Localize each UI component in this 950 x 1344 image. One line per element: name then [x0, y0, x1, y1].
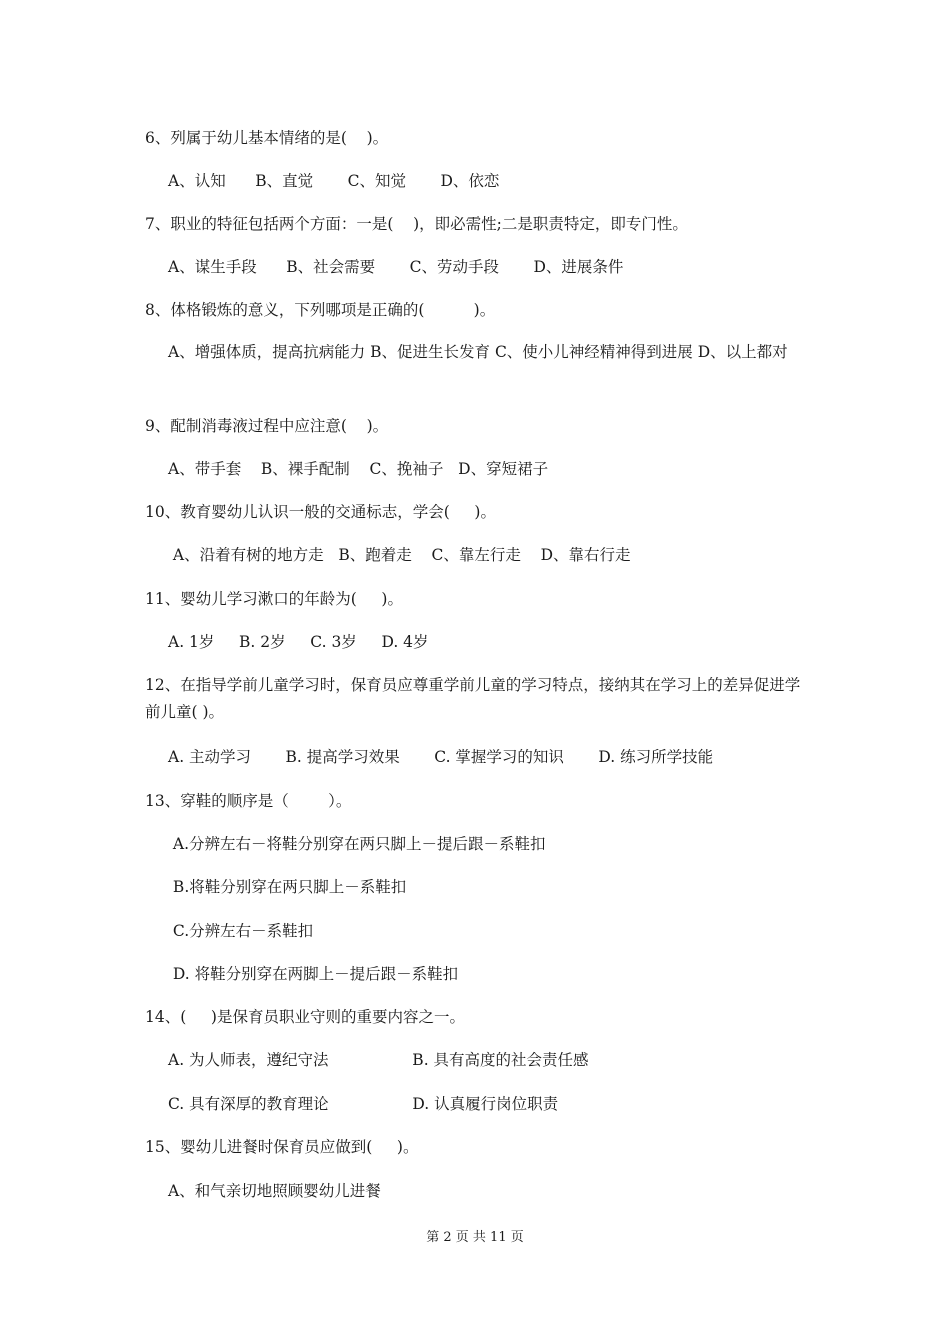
- question-15: 15、婴幼儿进餐时保育员应做到( )。: [145, 1138, 419, 1156]
- option-14-row-2: C. 具有深厚的教育理论 D. 认真履行岗位职责: [168, 1095, 559, 1113]
- options-12: A. 主动学习 B. 提高学习效果 C. 掌握学习的知识 D. 练习所学技能: [168, 748, 714, 766]
- option-13-d: D. 将鞋分别穿在两脚上－提后跟－系鞋扣: [168, 965, 459, 983]
- question-9: 9、配制消毒液过程中应注意( )。: [145, 417, 389, 435]
- question-8: 8、体格锻炼的意义，下列哪项是正确的( )。: [145, 301, 496, 319]
- page-number-footer: 第 2 页 共 11 页: [426, 1230, 524, 1245]
- option-13-b: B.将鞋分别穿在两只脚上－系鞋扣: [168, 878, 407, 896]
- options-10: A、沿着有树的地方走 B、跑着走 C、靠左行走 D、靠右行走: [168, 546, 631, 564]
- option-14-row-1: A. 为人师表，遵纪守法 B. 具有高度的社会责任感: [168, 1051, 589, 1069]
- question-13: 13、穿鞋的顺序是（ ）。: [145, 792, 352, 810]
- options-8: A、增强体质，提高抗病能力 B、促进生长发育 C、使小儿神经精神得到进展 D、以上都对: [168, 343, 788, 361]
- question-14: 14、( )是保育员职业守则的重要内容之一。: [145, 1008, 465, 1026]
- question-6: 6、列属于幼儿基本情绪的是( )。: [145, 129, 389, 147]
- option-15-a: A、和气亲切地照顾婴幼儿进餐: [168, 1182, 381, 1200]
- option-13-c: C.分辨左右－系鞋扣: [168, 922, 314, 940]
- options-11: A. 1岁 B. 2岁 C. 3岁 D. 4岁: [168, 633, 429, 651]
- question-10: 10、教育婴幼儿认识一般的交通标志，学会( )。: [145, 503, 496, 521]
- option-13-a: A.分辨左右－将鞋分别穿在两只脚上－提后跟－系鞋扣: [168, 835, 546, 853]
- question-7: 7、职业的特征包括两个方面：一是( )，即必需性;二是职责特定，即专门性。: [145, 215, 688, 233]
- options-7: A、谋生手段 B、社会需要 C、劳动手段 D、进展条件: [168, 258, 624, 276]
- options-9: A、带手套 B、裸手配制 C、挽袖子 D、穿短裙子: [168, 460, 549, 478]
- question-11: 11、婴幼儿学习漱口的年龄为( )。: [145, 590, 403, 608]
- question-12: 12、在指导学前儿童学习时，保育员应尊重学前儿童的学习特点，接纳其在学习上的差异促进学前儿童( )。: [145, 676, 801, 721]
- options-6: A、认知 B、直觉 C、知觉 D、依恋: [168, 172, 500, 190]
